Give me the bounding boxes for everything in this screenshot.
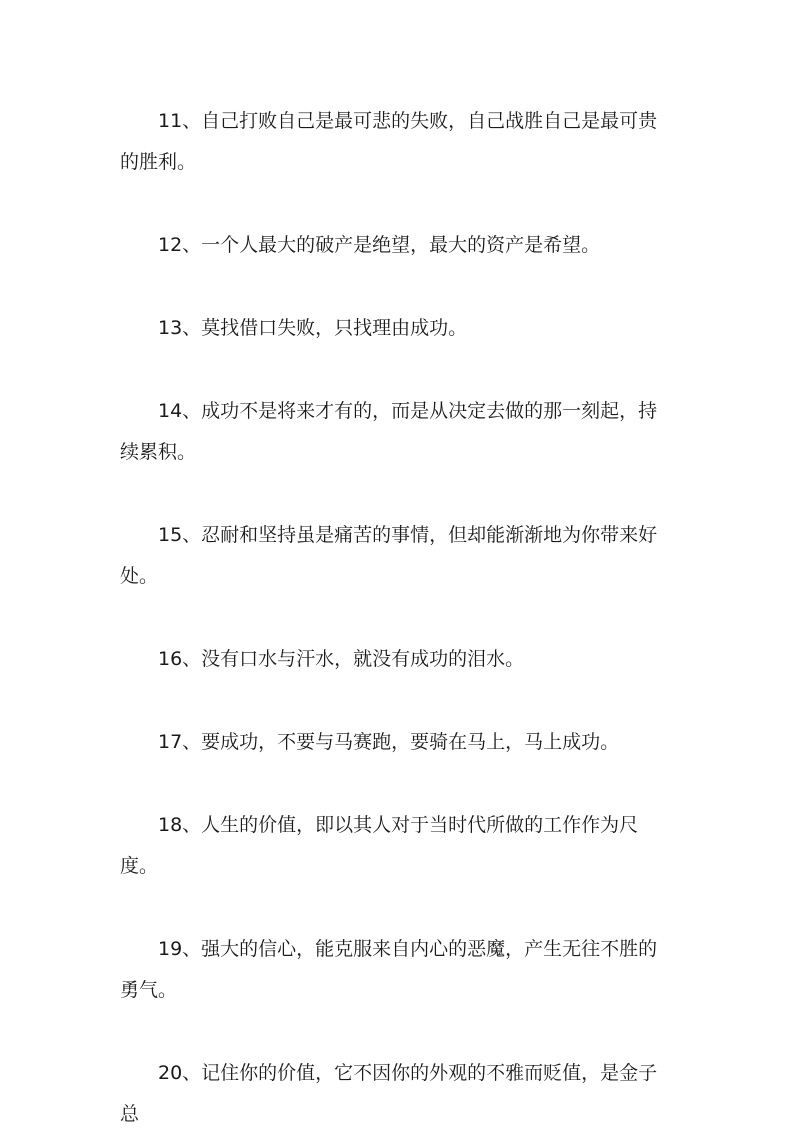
paragraph-14: 14、成功不是将来才有的，而是从决定去做的那一刻起，持续累积。 [120, 400, 658, 463]
paragraph-20: 20、记住你的价值，它不因你的外观的不雅而贬值，是金子总 [120, 1062, 658, 1125]
paragraph-17: 17、要成功，不要与马赛跑，要骑在马上，马上成功。 [158, 731, 620, 753]
paragraph-13: 13、莫找借口失败，只找理由成功。 [158, 317, 468, 339]
paragraph-12: 12、一个人最大的破产是绝望，最大的资产是希望。 [158, 234, 601, 256]
paragraph-18: 18、人生的价值，即以其人对于当时代所做的工作作为尺度。 [120, 814, 639, 877]
paragraph-19: 19、强大的信心，能克服来自内心的恶魔，产生无往不胜的勇气。 [120, 938, 658, 1001]
paragraph-15: 15、忍耐和坚持虽是痛苦的事情，但却能渐渐地为你带来好处。 [120, 524, 658, 587]
text-column [120, 101, 676, 1135]
paragraph-11: 11、自己打败自己是最可悲的失败，自己战胜自己是最可贵的胜利。 [120, 110, 658, 173]
paragraph-16: 16、没有口水与汗水，就没有成功的泪水。 [158, 648, 525, 670]
